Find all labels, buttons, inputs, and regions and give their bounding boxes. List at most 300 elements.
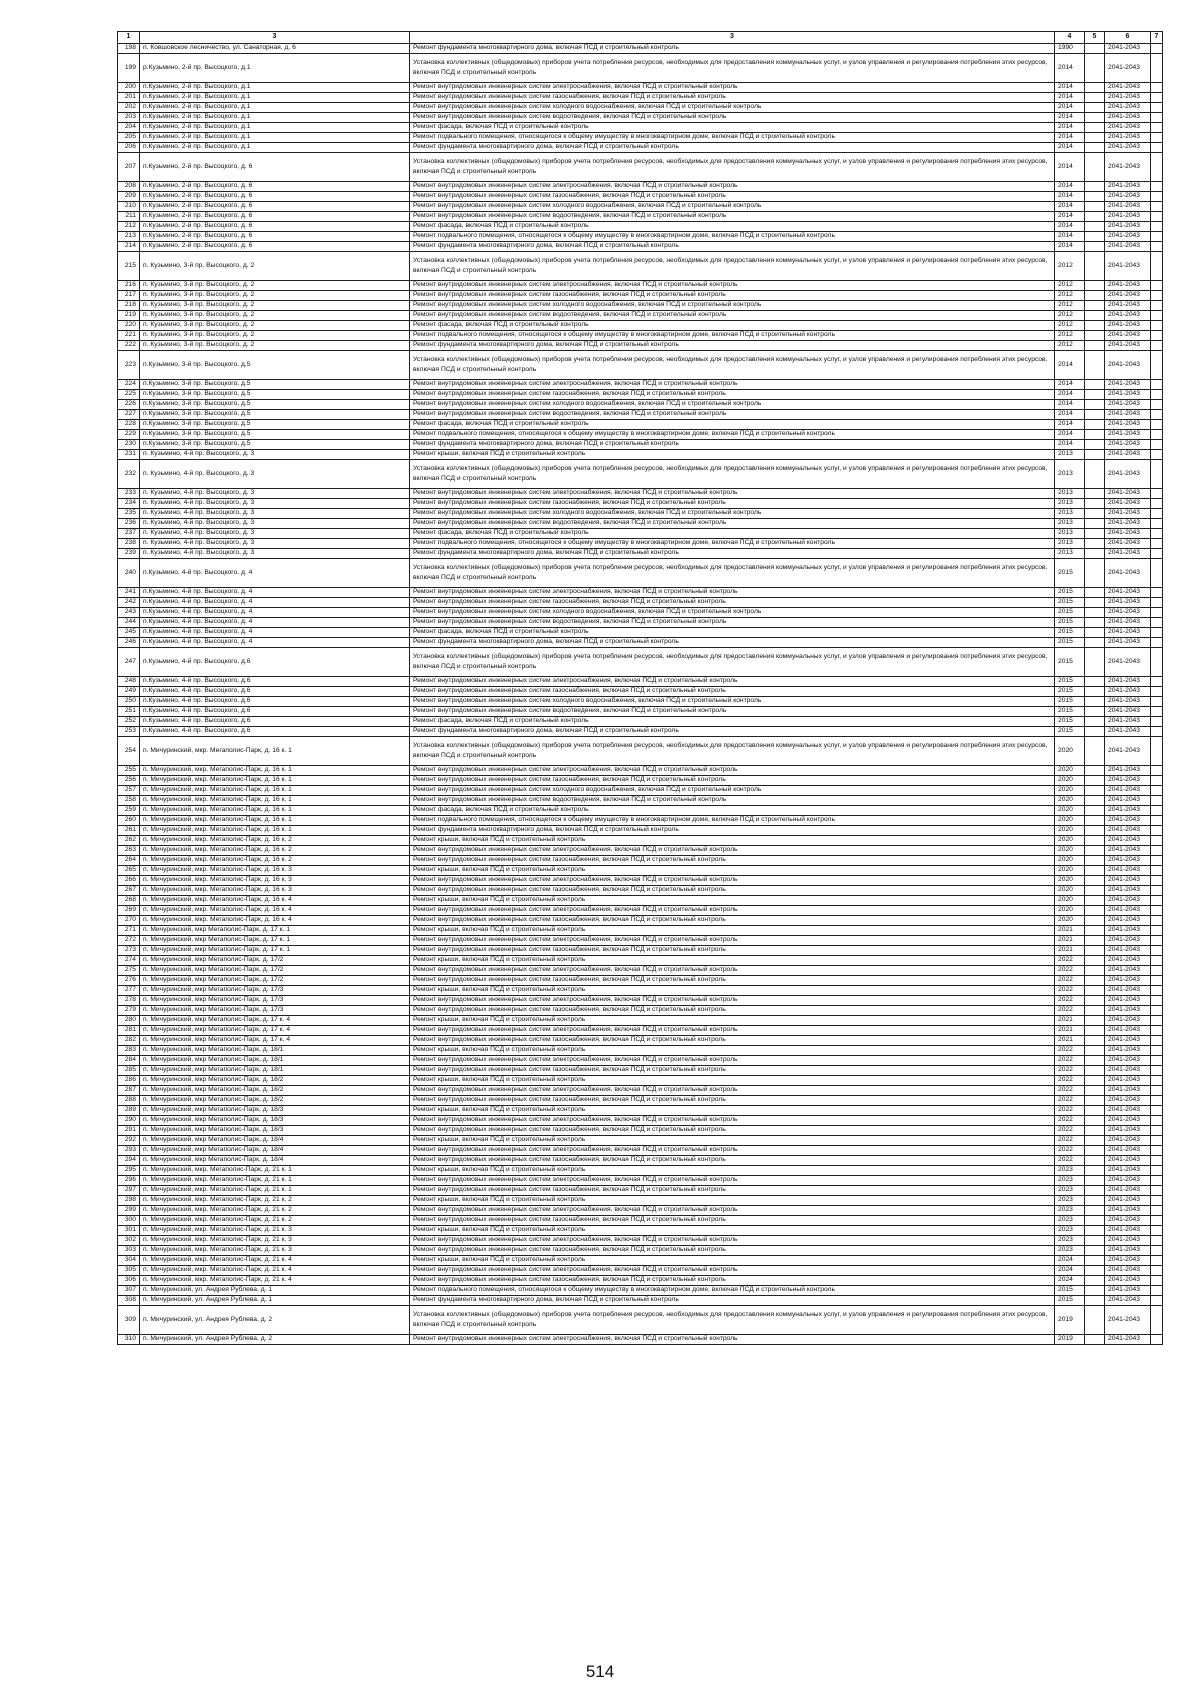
- empty-cell: [1085, 321, 1105, 331]
- year-cell: 2020: [1055, 856, 1085, 866]
- period-cell: 2041-2043: [1105, 628, 1151, 638]
- year-cell: 2020: [1055, 737, 1085, 766]
- empty-cell: [1151, 153, 1163, 182]
- empty-cell: [1151, 549, 1163, 559]
- period-cell: 2041-2043: [1105, 846, 1151, 856]
- period-cell: 2041-2043: [1105, 826, 1151, 836]
- table-row: [118, 996, 1163, 1006]
- empty-cell: [1085, 608, 1105, 618]
- year-cell: 2022: [1055, 1126, 1085, 1136]
- year-cell: 2022: [1055, 956, 1085, 966]
- period-cell: 2041-2043: [1105, 341, 1151, 351]
- table-row: [118, 113, 1163, 123]
- period-cell: 2041-2043: [1105, 1276, 1151, 1286]
- empty-cell: [1151, 1086, 1163, 1096]
- empty-cell: [1151, 143, 1163, 153]
- period-cell: 2041-2043: [1105, 450, 1151, 460]
- empty-cell: [1151, 192, 1163, 202]
- empty-cell: [1151, 687, 1163, 697]
- empty-cell: [1151, 1335, 1163, 1345]
- address-cell: п. Мичуринский, мкр Мегаполис-Парк, д. 18/3: [140, 1126, 410, 1136]
- empty-cell: [1085, 916, 1105, 926]
- address-cell: п. Мичуринский, мкр Мегаполис-Парк, д. 18/4: [140, 1146, 410, 1156]
- empty-cell: [1151, 539, 1163, 549]
- row-number: 302: [118, 1236, 140, 1246]
- work-cell: Ремонт фундамента многоквартирного дома, включая ПСД и строительный контроль: [410, 826, 1055, 836]
- empty-cell: [1085, 1186, 1105, 1196]
- table-row: [118, 1146, 1163, 1156]
- address-cell: п. Кузьмино, 4-й пр. Высоцкого, д. 3: [140, 509, 410, 519]
- work-cell: Ремонт внутридомовых инженерных систем газоснабжения, включая ПСД и строительный контроль: [410, 192, 1055, 202]
- address-cell: п.Кузьмино, 4-й пр. Высоцкого, д.6: [140, 727, 410, 737]
- address-cell: п.Кузьмино, 4-й пр. Высоцкого, д. 4: [140, 588, 410, 598]
- address-cell: п.Кузьмино, 4-й пр. Высоцкого, д.6: [140, 677, 410, 687]
- year-cell: 2014: [1055, 232, 1085, 242]
- year-cell: 2020: [1055, 886, 1085, 896]
- empty-cell: [1085, 1196, 1105, 1206]
- work-cell: Ремонт внутридомовых инженерных систем водоотведения, включая ПСД и строительный контроль: [410, 311, 1055, 321]
- work-cell: Ремонт фасада, включая ПСД и строительный контроль: [410, 420, 1055, 430]
- address-cell: п. Мичуринский, мкр Мегаполис-Парк, д. 17 к. 4: [140, 1036, 410, 1046]
- work-cell: Ремонт внутридомовых инженерных систем газоснабжения, включая ПСД и строительный контроль: [410, 1006, 1055, 1016]
- year-cell: 2022: [1055, 1136, 1085, 1146]
- empty-cell: [1085, 1166, 1105, 1176]
- row-number: 310: [118, 1335, 140, 1345]
- empty-cell: [1151, 1226, 1163, 1236]
- empty-cell: [1085, 351, 1105, 380]
- work-cell: Установка коллективных (общедомовых) приборов учета потребления ресурсов, необходимых для предоставления коммунальных услуг, и узлов управления и регулирования потребления этих ресурсов, включая ПСД и строительный контроль: [410, 648, 1055, 677]
- empty-cell: [1085, 687, 1105, 697]
- table-row: [118, 717, 1163, 727]
- year-cell: 2014: [1055, 380, 1085, 390]
- table-row: [118, 1196, 1163, 1206]
- work-cell: Ремонт внутридомовых инженерных систем газоснабжения, включая ПСД и строительный контроль: [410, 93, 1055, 103]
- empty-cell: [1151, 440, 1163, 450]
- row-number: 205: [118, 133, 140, 143]
- empty-cell: [1085, 1236, 1105, 1246]
- header-cell: 1: [118, 32, 140, 44]
- work-cell: Ремонт внутридомовых инженерных систем водоотведения, включая ПСД и строительный контроль: [410, 410, 1055, 420]
- row-number: 304: [118, 1256, 140, 1266]
- row-number: 293: [118, 1146, 140, 1156]
- empty-cell: [1085, 222, 1105, 232]
- table-row: [118, 499, 1163, 509]
- year-cell: 2021: [1055, 1016, 1085, 1026]
- period-cell: 2041-2043: [1105, 1116, 1151, 1126]
- empty-cell: [1151, 598, 1163, 608]
- work-cell: Ремонт внутридомовых инженерных систем газоснабжения, включая ПСД и строительный контроль: [410, 1066, 1055, 1076]
- year-cell: 2014: [1055, 430, 1085, 440]
- year-cell: 2013: [1055, 499, 1085, 509]
- empty-cell: [1085, 499, 1105, 509]
- period-cell: 2041-2043: [1105, 321, 1151, 331]
- table-row: [118, 1206, 1163, 1216]
- address-cell: п.Кузьмино, 2-й пр. Высоцкого, д. 6: [140, 242, 410, 252]
- table-row: [118, 291, 1163, 301]
- table-row: [118, 856, 1163, 866]
- row-number: 243: [118, 608, 140, 618]
- period-cell: 2041-2043: [1105, 529, 1151, 539]
- empty-cell: [1085, 192, 1105, 202]
- table-row: [118, 876, 1163, 886]
- empty-cell: [1151, 588, 1163, 598]
- empty-cell: [1085, 380, 1105, 390]
- period-cell: 2041-2043: [1105, 648, 1151, 677]
- address-cell: п. Мичуринский, мкр Мегаполис-Парк, д. 18/1: [140, 1056, 410, 1066]
- empty-cell: [1085, 1016, 1105, 1026]
- period-cell: 2041-2043: [1105, 776, 1151, 786]
- table-row: [118, 1176, 1163, 1186]
- empty-cell: [1085, 440, 1105, 450]
- empty-cell: [1085, 1286, 1105, 1296]
- table-row: [118, 618, 1163, 628]
- year-cell: 2014: [1055, 351, 1085, 380]
- period-cell: 2041-2043: [1105, 836, 1151, 846]
- table-row: [118, 430, 1163, 440]
- empty-cell: [1085, 143, 1105, 153]
- empty-cell: [1151, 1296, 1163, 1306]
- table-row: [118, 1106, 1163, 1116]
- address-cell: п.Кузьмино, 4-й пр. Высоцкого, д.6: [140, 687, 410, 697]
- table-row: [118, 123, 1163, 133]
- empty-cell: [1151, 1246, 1163, 1256]
- table-row: [118, 301, 1163, 311]
- period-cell: 2041-2043: [1105, 54, 1151, 83]
- year-cell: 2014: [1055, 212, 1085, 222]
- table-row: [118, 202, 1163, 212]
- row-number: 229: [118, 430, 140, 440]
- empty-cell: [1151, 54, 1163, 83]
- year-cell: 2012: [1055, 252, 1085, 281]
- period-cell: 2041-2043: [1105, 1086, 1151, 1096]
- address-cell: п. Мичуринский, мкр. Мегаполис-Парк, д. 21 к. 2: [140, 1216, 410, 1226]
- address-cell: п.Кузьмино, 4-й пр. Высоцкого, д.6: [140, 707, 410, 717]
- year-cell: 2022: [1055, 996, 1085, 1006]
- table-row: [118, 727, 1163, 737]
- period-cell: 2041-2043: [1105, 1026, 1151, 1036]
- address-cell: п. Мичуринский, мкр. Мегаполис-Парк, д. 16 к. 4: [140, 906, 410, 916]
- address-cell: п.Кузьмино, 2-й пр. Высоцкого, д. 6: [140, 153, 410, 182]
- work-cell: Ремонт внутридомовых инженерных систем газоснабжения, включая ПСД и строительный контроль: [410, 1246, 1055, 1256]
- table-row: [118, 54, 1163, 83]
- address-cell: п.Кузьмино, 3-й пр. Высоцкого, д.5: [140, 400, 410, 410]
- row-number: 218: [118, 301, 140, 311]
- period-cell: 2041-2043: [1105, 460, 1151, 489]
- row-number: 261: [118, 826, 140, 836]
- period-cell: 2041-2043: [1105, 430, 1151, 440]
- year-cell: 2020: [1055, 846, 1085, 856]
- empty-cell: [1085, 1006, 1105, 1016]
- empty-cell: [1151, 1076, 1163, 1086]
- empty-cell: [1085, 1266, 1105, 1276]
- period-cell: 2041-2043: [1105, 1186, 1151, 1196]
- period-cell: 2041-2043: [1105, 410, 1151, 420]
- row-number: 264: [118, 856, 140, 866]
- work-cell: Ремонт внутридомовых инженерных систем газоснабжения, включая ПСД и строительный контроль: [410, 856, 1055, 866]
- work-cell: Ремонт внутридомовых инженерных систем водоотведения, включая ПСД и строительный контроль: [410, 212, 1055, 222]
- work-cell: Ремонт фундамента многоквартирного дома, включая ПСД и строительный контроль: [410, 242, 1055, 252]
- period-cell: 2041-2043: [1105, 242, 1151, 252]
- table-body: [118, 32, 1163, 1345]
- address-cell: п. Кузьмино, 3-й пр. Высоцкого, д. 2: [140, 252, 410, 281]
- year-cell: 2020: [1055, 866, 1085, 876]
- header-cell: 3: [140, 32, 410, 44]
- period-cell: 2041-2043: [1105, 886, 1151, 896]
- table-row: [118, 529, 1163, 539]
- table-row: [118, 816, 1163, 826]
- year-cell: 2013: [1055, 539, 1085, 549]
- year-cell: 2014: [1055, 400, 1085, 410]
- period-cell: 2041-2043: [1105, 1246, 1151, 1256]
- empty-cell: [1085, 559, 1105, 588]
- work-cell: Ремонт внутридомовых инженерных систем газоснабжения, включая ПСД и строительный контроль: [410, 598, 1055, 608]
- empty-cell: [1085, 519, 1105, 529]
- empty-cell: [1151, 1236, 1163, 1246]
- period-cell: 2041-2043: [1105, 380, 1151, 390]
- address-cell: п.Кузьмино, 2-й пр. Высоцкого, д.1: [140, 113, 410, 123]
- empty-cell: [1151, 926, 1163, 936]
- work-cell: Ремонт фундамента многоквартирного дома, включая ПСД и строительный контроль: [410, 638, 1055, 648]
- empty-cell: [1151, 1166, 1163, 1176]
- row-number: 240: [118, 559, 140, 588]
- address-cell: п. Мичуринский, мкр. Мегаполис-Парк, д. 21 к. 3: [140, 1246, 410, 1256]
- row-number: 247: [118, 648, 140, 677]
- period-cell: 2041-2043: [1105, 866, 1151, 876]
- empty-cell: [1085, 1296, 1105, 1306]
- period-cell: 2041-2043: [1105, 1126, 1151, 1136]
- work-cell: Ремонт внутридомовых инженерных систем газоснабжения, включая ПСД и строительный контроль: [410, 1276, 1055, 1286]
- empty-cell: [1151, 1126, 1163, 1136]
- address-cell: п. Кузьмино, 4-й пр. Высоцкого, д. 3: [140, 539, 410, 549]
- work-cell: Ремонт крыши, включая ПСД и строительный контроль: [410, 926, 1055, 936]
- row-number: 212: [118, 222, 140, 232]
- period-cell: 2041-2043: [1105, 153, 1151, 182]
- year-cell: 2022: [1055, 1066, 1085, 1076]
- empty-cell: [1151, 806, 1163, 816]
- work-cell: Ремонт фасада, включая ПСД и строительный контроль: [410, 529, 1055, 539]
- row-number: 276: [118, 976, 140, 986]
- row-number: 215: [118, 252, 140, 281]
- work-cell: Ремонт крыши, включая ПСД и строительный контроль: [410, 1106, 1055, 1116]
- row-number: 306: [118, 1276, 140, 1286]
- empty-cell: [1085, 390, 1105, 400]
- table-row: [118, 519, 1163, 529]
- period-cell: 2041-2043: [1105, 598, 1151, 608]
- empty-cell: [1151, 826, 1163, 836]
- table-row: [118, 737, 1163, 766]
- empty-cell: [1151, 1036, 1163, 1046]
- period-cell: 2041-2043: [1105, 1226, 1151, 1236]
- year-cell: 2020: [1055, 876, 1085, 886]
- empty-cell: [1151, 916, 1163, 926]
- work-cell: Ремонт внутридомовых инженерных систем электроснабжения, включая ПСД и строительный контроль: [410, 1146, 1055, 1156]
- address-cell: п.Кузьмино, 3-й пр. Высоцкого, д.5: [140, 390, 410, 400]
- period-cell: 2041-2043: [1105, 549, 1151, 559]
- address-cell: п. Мичуринский, мкр. Мегаполис-Парк, д. 16 к. 1: [140, 796, 410, 806]
- empty-cell: [1151, 430, 1163, 440]
- work-cell: Ремонт крыши, включая ПСД и строительный контроль: [410, 1016, 1055, 1026]
- table-row: [118, 707, 1163, 717]
- work-cell: Ремонт внутридомовых инженерных систем газоснабжения, включая ПСД и строительный контроль: [410, 1126, 1055, 1136]
- year-cell: 2022: [1055, 1116, 1085, 1126]
- empty-cell: [1151, 400, 1163, 410]
- header-cell: 4: [1055, 32, 1085, 44]
- empty-cell: [1085, 1086, 1105, 1096]
- table-row: [118, 539, 1163, 549]
- empty-cell: [1151, 956, 1163, 966]
- period-cell: 2041-2043: [1105, 796, 1151, 806]
- work-cell: Ремонт внутридомовых инженерных систем электроснабжения, включая ПСД и строительный контроль: [410, 1266, 1055, 1276]
- address-cell: п. Мичуринский, мкр. Мегаполис-Парк, д. 21 к. 1: [140, 1186, 410, 1196]
- empty-cell: [1085, 1176, 1105, 1186]
- header-cell: 7: [1151, 32, 1163, 44]
- empty-cell: [1151, 331, 1163, 341]
- header-cell: 6: [1105, 32, 1151, 44]
- row-number: 227: [118, 410, 140, 420]
- table-row: [118, 1096, 1163, 1106]
- empty-cell: [1151, 281, 1163, 291]
- work-cell: Установка коллективных (общедомовых) приборов учета потребления ресурсов, необходимых для предоставления коммунальных услуг, и узлов управления и регулирования потребления этих ресурсов, включая ПСД и строительный контроль: [410, 54, 1055, 83]
- year-cell: 2012: [1055, 331, 1085, 341]
- year-cell: 2013: [1055, 519, 1085, 529]
- row-number: 244: [118, 618, 140, 628]
- work-cell: Ремонт внутридомовых инженерных систем электроснабжения, включая ПСД и строительный контроль: [410, 1116, 1055, 1126]
- table-row: [118, 1076, 1163, 1086]
- year-cell: 2024: [1055, 1276, 1085, 1286]
- period-cell: 2041-2043: [1105, 1206, 1151, 1216]
- table-row: [118, 846, 1163, 856]
- work-cell: Ремонт внутридомовых инженерных систем водоотведения, включая ПСД и строительный контроль: [410, 113, 1055, 123]
- empty-cell: [1085, 212, 1105, 222]
- empty-cell: [1151, 499, 1163, 509]
- address-cell: п. Мичуринский, мкр. Мегаполис-Парк, д. 21 к. 4: [140, 1276, 410, 1286]
- period-cell: 2041-2043: [1105, 212, 1151, 222]
- empty-cell: [1085, 182, 1105, 192]
- address-cell: п.Кузьмино, 3-й пр. Высоцкого, д.5: [140, 440, 410, 450]
- empty-cell: [1085, 1335, 1105, 1345]
- year-cell: 2021: [1055, 1036, 1085, 1046]
- empty-cell: [1085, 1096, 1105, 1106]
- table-row: [118, 1286, 1163, 1296]
- address-cell: п.Кузьмино, 2-й пр. Высоцкого, д.1: [140, 143, 410, 153]
- empty-cell: [1151, 351, 1163, 380]
- empty-cell: [1085, 1116, 1105, 1126]
- period-cell: 2041-2043: [1105, 876, 1151, 886]
- year-cell: 2015: [1055, 618, 1085, 628]
- empty-cell: [1151, 321, 1163, 331]
- row-number: 257: [118, 786, 140, 796]
- address-cell: п. Кузьмино, 3-й пр. Высоцкого, д. 2: [140, 321, 410, 331]
- row-number: 262: [118, 836, 140, 846]
- period-cell: 2041-2043: [1105, 618, 1151, 628]
- table-row: [118, 896, 1163, 906]
- work-cell: Ремонт крыши, включая ПСД и строительный контроль: [410, 1136, 1055, 1146]
- work-cell: Ремонт внутридомовых инженерных систем холодного водоснабжения, включая ПСД и строительный контроль: [410, 697, 1055, 707]
- row-number: 207: [118, 153, 140, 182]
- address-cell: п. Мичуринский, мкр. Мегаполис-Парк, д. 21 к. 4: [140, 1266, 410, 1276]
- empty-cell: [1151, 986, 1163, 996]
- empty-cell: [1151, 291, 1163, 301]
- row-number: 233: [118, 489, 140, 499]
- empty-cell: [1085, 936, 1105, 946]
- empty-cell: [1151, 1206, 1163, 1216]
- work-cell: Ремонт внутридомовых инженерных систем водоотведения, включая ПСД и строительный контроль: [410, 796, 1055, 806]
- address-cell: п.Кузьмино, 2-й пр. Высоцкого, д. 6: [140, 232, 410, 242]
- address-cell: п. Мичуринский, мкр. Мегаполис-Парк, д. 16 к. 4: [140, 896, 410, 906]
- work-cell: Ремонт крыши, включая ПСД и строительный контроль: [410, 1226, 1055, 1236]
- period-cell: 2041-2043: [1105, 539, 1151, 549]
- empty-cell: [1151, 44, 1163, 54]
- work-cell: Ремонт внутридомовых инженерных систем электроснабжения, включая ПСД и строительный контроль: [410, 966, 1055, 976]
- work-cell: Ремонт внутридомовых инженерных систем газоснабжения, включая ПСД и строительный контроль: [410, 1186, 1055, 1196]
- year-cell: 2019: [1055, 1306, 1085, 1335]
- empty-cell: [1151, 1096, 1163, 1106]
- year-cell: 2014: [1055, 222, 1085, 232]
- address-cell: п.Кузьмино, 2-й пр. Высоцкого, д. 6: [140, 182, 410, 192]
- empty-cell: [1151, 1106, 1163, 1116]
- empty-cell: [1085, 946, 1105, 956]
- year-cell: 2020: [1055, 896, 1085, 906]
- address-cell: п. Мичуринский, ул. Андрея Рублева, д. 1: [140, 1286, 410, 1296]
- table-row: [118, 966, 1163, 976]
- period-cell: 2041-2043: [1105, 559, 1151, 588]
- address-cell: п. Мичуринский, мкр. Мегаполис-Парк, д. 16 к. 2: [140, 836, 410, 846]
- empty-cell: [1085, 1146, 1105, 1156]
- work-cell: Ремонт внутридомовых инженерных систем электроснабжения, включая ПСД и строительный контроль: [410, 996, 1055, 1006]
- work-cell: Ремонт внутридомовых инженерных систем газоснабжения, включая ПСД и строительный контроль: [410, 1216, 1055, 1226]
- work-cell: Ремонт внутридомовых инженерных систем электроснабжения, включая ПСД и строительный контроль: [410, 83, 1055, 93]
- address-cell: п.Кузьмино, 2-й пр. Высоцкого, д.1: [140, 83, 410, 93]
- table-row: [118, 608, 1163, 618]
- address-cell: п.Кузьмино, 4-й пр. Высоцкого, д. 4: [140, 559, 410, 588]
- row-number: 294: [118, 1156, 140, 1166]
- empty-cell: [1151, 420, 1163, 430]
- empty-cell: [1085, 1256, 1105, 1266]
- address-cell: п. Кузьмино, 3-й пр. Высоцкого, д. 2: [140, 291, 410, 301]
- table-row: [118, 93, 1163, 103]
- empty-cell: [1151, 1046, 1163, 1056]
- year-cell: 2015: [1055, 608, 1085, 618]
- empty-cell: [1085, 677, 1105, 687]
- empty-cell: [1151, 816, 1163, 826]
- period-cell: 2041-2043: [1105, 113, 1151, 123]
- row-number: 286: [118, 1076, 140, 1086]
- period-cell: 2041-2043: [1105, 786, 1151, 796]
- empty-cell: [1085, 123, 1105, 133]
- row-number: 241: [118, 588, 140, 598]
- empty-cell: [1085, 430, 1105, 440]
- table-row: [118, 83, 1163, 93]
- table-row: [118, 1306, 1163, 1335]
- address-cell: п. Мичуринский, мкр Мегаполис-Парк, д. 17 к. 1: [140, 936, 410, 946]
- year-cell: 2012: [1055, 281, 1085, 291]
- empty-cell: [1151, 489, 1163, 499]
- header-cell: 3: [410, 32, 1055, 44]
- year-cell: 2013: [1055, 460, 1085, 489]
- year-cell: 2021: [1055, 946, 1085, 956]
- table-row: [118, 1256, 1163, 1266]
- row-number: 268: [118, 896, 140, 906]
- address-cell: п. Мичуринский, мкр Мегаполис-Парк, д. 17/3: [140, 996, 410, 1006]
- address-cell: п. Мичуринский, мкр Мегаполис-Парк, д. 18/1: [140, 1046, 410, 1056]
- year-cell: 2023: [1055, 1196, 1085, 1206]
- work-cell: Ремонт внутридомовых инженерных систем электроснабжения, включая ПСД и строительный контроль: [410, 1176, 1055, 1186]
- table-row: [118, 946, 1163, 956]
- empty-cell: [1151, 529, 1163, 539]
- table-row: [118, 133, 1163, 143]
- row-number: 222: [118, 341, 140, 351]
- work-cell: Ремонт внутридомовых инженерных систем электроснабжения, включая ПСД и строительный контроль: [410, 281, 1055, 291]
